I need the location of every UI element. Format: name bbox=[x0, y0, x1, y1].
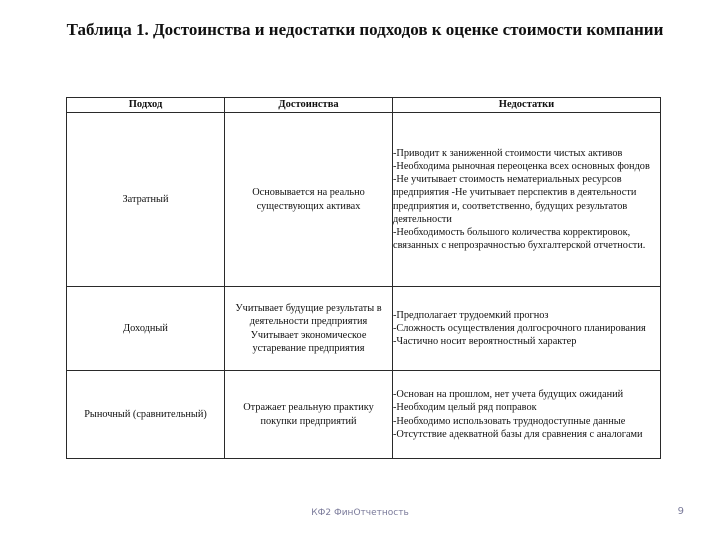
disadvantage-text: -Сложность осуществления долгосрочного планирования -Частично носит вероятностный характер bbox=[393, 322, 646, 348]
header-advantages: Достоинства bbox=[225, 98, 393, 113]
header-disadvantages: Недостатки bbox=[393, 98, 661, 113]
header-approach: Подход bbox=[67, 98, 225, 113]
approach-cell: Рыночный (сравнительный) bbox=[67, 371, 225, 459]
approaches-table bbox=[66, 97, 661, 459]
approach-cell: Затратный bbox=[67, 113, 225, 287]
disadvantage-text: -Предполагает трудоемкий прогноз bbox=[393, 309, 549, 321]
disadvantages-cell bbox=[393, 371, 661, 459]
table-header-row bbox=[67, 98, 661, 113]
advantages-cell: Учитывает будущие результаты в деятельности предприятия Учитывает экономическое устаревание предприятия bbox=[225, 287, 393, 371]
table-row bbox=[67, 371, 661, 459]
disadvantage-text: -Необходимость большого количества корректировок, связанных с непрозрачностью бухгалтерской отчетности. bbox=[393, 226, 646, 252]
table-row bbox=[67, 113, 661, 287]
page-title: Таблица 1. Достоинства и недостатки подходов к оценке стоимости компании bbox=[66, 20, 664, 39]
advantages-cell: Основывается на реально существующих активах bbox=[225, 113, 393, 287]
disadvantages-cell bbox=[393, 113, 661, 287]
advantages-cell: Отражает реальную практику покупки предприятий bbox=[225, 371, 393, 459]
disadvantage-text: -Приводит к заниженной стоимости чистых активов -Необходима рыночная переоценка всех основных фондов -Не учитывает стоимость нематериальных ресурсов предприятия -Не учитывает перспектив в деятельности предприятия и, соответственно, будущих результатов деятельности bbox=[393, 147, 650, 225]
disadvantage-text: -Необходимо использовать труднодоступные данные -Отсутствие адекватной базы для сравнения с аналогами bbox=[393, 415, 643, 440]
disadvantages-cell bbox=[393, 287, 661, 371]
disadvantage-text: -Основан на прошлом, нет учета будущих ожиданий -Необходим целый ряд поправок bbox=[393, 389, 624, 414]
approach-cell: Доходный bbox=[67, 287, 225, 371]
page-number: 9 bbox=[677, 506, 684, 517]
table-row bbox=[67, 287, 661, 371]
footer-text: КФ2 ФинОтчетность bbox=[311, 508, 409, 518]
